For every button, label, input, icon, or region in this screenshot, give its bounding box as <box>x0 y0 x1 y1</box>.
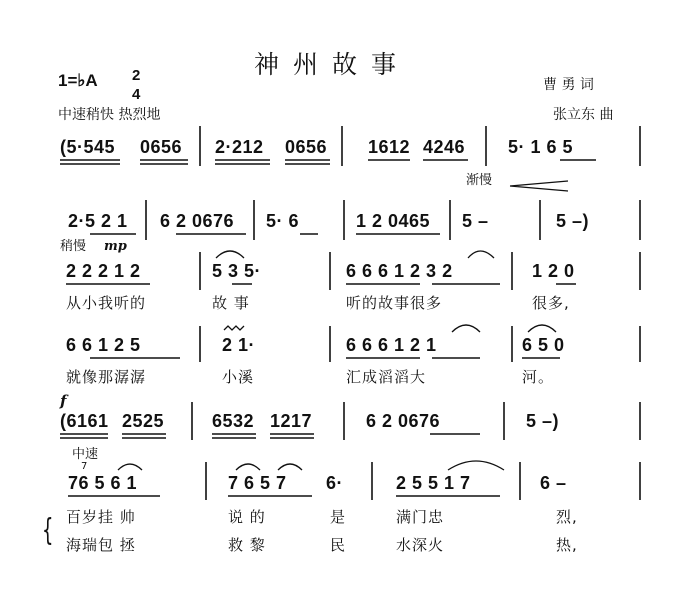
measure-2-notes: 2·212 <box>215 137 264 157</box>
measure-12-notes: 5 3 5· <box>212 261 262 281</box>
lyric-line-1b: 故 事 <box>212 294 250 312</box>
measure-4-notes: 5· 1 6 5 <box>508 137 574 157</box>
time-signature-top: 2 <box>132 67 141 84</box>
measure-25-notes: 6· <box>326 473 344 493</box>
lyricist-credit: 曹 勇 词 <box>543 77 594 93</box>
slur <box>448 461 504 470</box>
lyric-verse-2c: 民 <box>330 536 347 554</box>
measure-10-notes: 5 –) <box>556 211 590 231</box>
tempo-marking: 中速稍快 热烈地 <box>58 107 161 123</box>
measure-3-notes: 1612 <box>368 137 411 157</box>
measure-11-notes: 2 2 2 1 2 <box>66 261 141 281</box>
jianman-marking: 渐慢 <box>466 173 493 188</box>
measure-1b-notes: 0656 <box>140 137 183 157</box>
measure-1-notes: (5·545 <box>60 137 116 157</box>
lyric-verse-1b: 说 的 <box>228 508 266 526</box>
lyric-verse-2e: 热, <box>556 536 578 554</box>
lyric-verse-1a: 百岁挂 帅 <box>66 508 136 526</box>
lyric-line-2a: 就像那潺潺 <box>66 368 147 386</box>
measure-19-notes: (6161 <box>60 411 109 431</box>
measure-24-notes: 7 6 5 7 <box>228 473 287 493</box>
lyric-verse-1d: 满门忠 <box>396 508 445 526</box>
zhongsu-marking: 中速 <box>72 447 99 462</box>
measure-19b-notes: 2525 <box>122 411 165 431</box>
verse-brace: { <box>42 513 55 548</box>
measure-23-notes: 76 5 6 1 <box>68 473 138 493</box>
hairpin <box>510 181 568 191</box>
page-title: 神州故事 <box>254 50 411 79</box>
lyric-line-2d: 河。 <box>522 368 555 386</box>
slur <box>468 251 494 258</box>
lyric-verse-2a: 海瑞包 拯 <box>66 536 136 554</box>
grace-note: 7 <box>81 461 88 472</box>
lyric-line-1c: 听的故事很多 <box>346 294 443 312</box>
slur <box>118 464 142 470</box>
lyric-line-2c: 汇成滔滔大 <box>346 368 427 386</box>
measure-13-notes: 6 6 6 1 2 3 2 <box>346 261 453 281</box>
slur <box>528 325 556 332</box>
measure-21-notes: 6 2 0676 <box>366 411 441 431</box>
measure-3b-notes: 4246 <box>423 137 466 157</box>
measure-6-notes: 6 2 0676 <box>160 211 235 231</box>
key-signature: 1=♭A <box>58 71 98 90</box>
measure-20-notes: 6532 <box>212 411 255 431</box>
time-signature-bottom: 4 <box>132 86 141 103</box>
slur <box>452 325 480 332</box>
measure-14-notes: 1 2 0 <box>532 261 575 281</box>
slur <box>278 464 302 470</box>
measure-26-notes: 2 5 5 1 7 <box>396 473 471 493</box>
lyric-verse-2b: 救 黎 <box>228 536 266 554</box>
slur <box>216 251 244 258</box>
composer-credit: 张立东 曲 <box>553 107 614 123</box>
lyric-verse-1e: 烈, <box>556 508 578 526</box>
measure-18-notes: 6 5 0 <box>522 335 565 355</box>
measure-22-notes: 5 –) <box>526 411 560 431</box>
shaoman-marking: 稍慢 <box>60 239 87 254</box>
lyric-line-1a: 从小我听的 <box>66 294 147 312</box>
measure-16-notes: 2 1· <box>222 335 256 355</box>
lyric-line-2b: 小溪 <box>222 368 255 386</box>
measure-8-notes: 1 2 0465 <box>356 211 431 231</box>
lyric-verse-2d: 水深火 <box>396 536 445 554</box>
slur <box>236 464 260 470</box>
measure-5-notes: 2·5 2 1 <box>68 211 128 231</box>
measure-7-notes: 5· 6 <box>266 211 300 231</box>
measure-2b-notes: 0656 <box>285 137 328 157</box>
measure-17-notes: 6 6 6 1 2 1 <box>346 335 437 355</box>
measure-15-notes: 6 6 1 2 5 <box>66 335 141 355</box>
mordent <box>224 326 244 330</box>
lyric-line-1d: 很多, <box>532 294 570 312</box>
measure-9-notes: 5 – <box>462 211 489 231</box>
lyric-verse-1c: 是 <box>330 508 347 526</box>
measure-27-notes: 6 – <box>540 473 567 493</box>
mp-dynamic: mp <box>104 239 127 254</box>
forte-dynamic: f <box>60 392 67 410</box>
measure-20b-notes: 1217 <box>270 411 313 431</box>
